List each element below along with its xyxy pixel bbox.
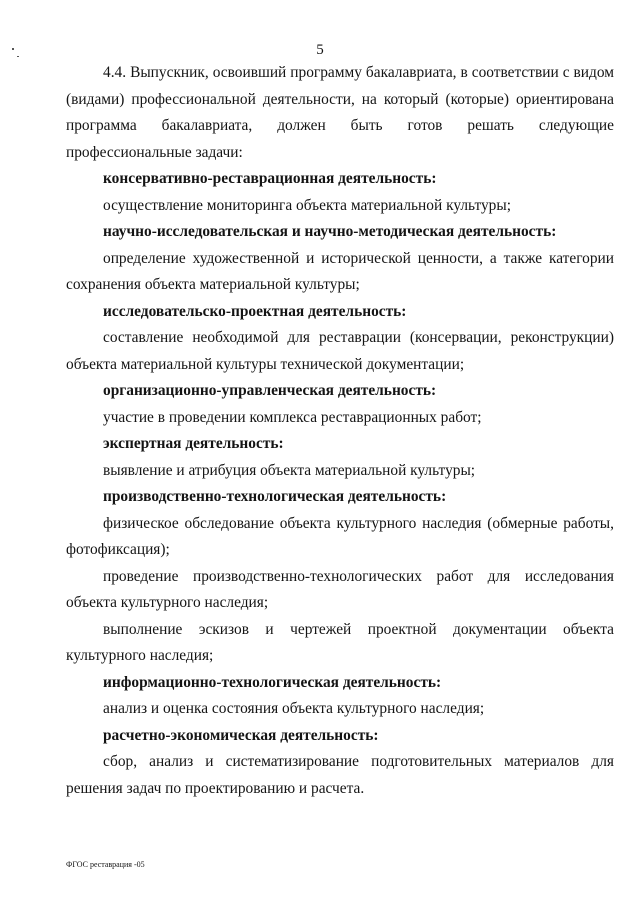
section-heading: производственно-технологическая деятельность: bbox=[103, 488, 447, 505]
intro-paragraph: 4.4. Выпускник, освоивший программу бакалавриата, в соответствии с видом (видами) профессиональной деятельности, на который (которые) ориентирована программа бакалавриата, должен быть готов решать следующие профессиональные задачи: bbox=[66, 64, 614, 161]
page-number: 5 bbox=[316, 42, 324, 58]
section-heading: экспертная деятельность: bbox=[103, 435, 284, 452]
section-heading: организационно-управленческая деятельность: bbox=[103, 382, 437, 399]
section-heading: консервативно-реставрационная деятельность: bbox=[103, 170, 437, 187]
section-item: выявление и атрибуция объекта материальной культуры; bbox=[103, 461, 476, 479]
section-heading: информационно-технологическая деятельность: bbox=[103, 673, 442, 691]
section-item: проведение производственно-технологических работ для исследования объекта культурного наследия; bbox=[66, 567, 614, 611]
section-item: сбор, анализ и систематизирование подготовительных материалов для решения задач по проектированию и расчета. bbox=[66, 753, 614, 797]
section-item: выполнение эскизов и чертежей проектной документации объекта культурного наследия; bbox=[66, 620, 614, 664]
section-item: анализ и оценка состояния объекта культурного наследия; bbox=[103, 700, 485, 717]
section-item: физическое обследование объекта культурного наследия (обмерные работы, фотофиксация); bbox=[66, 514, 614, 558]
section-item: осуществление мониторинга объекта материальной культуры; bbox=[103, 196, 511, 214]
section-heading: исследовательско-проектная деятельность: bbox=[103, 302, 407, 320]
document-footer: ФГОС реставрация -05 bbox=[66, 860, 145, 869]
section-item: определение художественной и исторической ценности, а также категории сохранения объекта материальной культуры; bbox=[66, 249, 614, 293]
document-body bbox=[66, 60, 614, 802]
section-item: составление необходимой для реставрации (консервации, реконструкции) объекта материальной культуры технической документации; bbox=[66, 329, 614, 373]
section-heading: расчетно-экономическая деятельность: bbox=[103, 726, 379, 744]
section-item: участие в проведении комплекса реставрационных работ; bbox=[103, 408, 482, 426]
section-heading: научно-исследовательская и научно-методическая деятельность: bbox=[103, 223, 557, 240]
